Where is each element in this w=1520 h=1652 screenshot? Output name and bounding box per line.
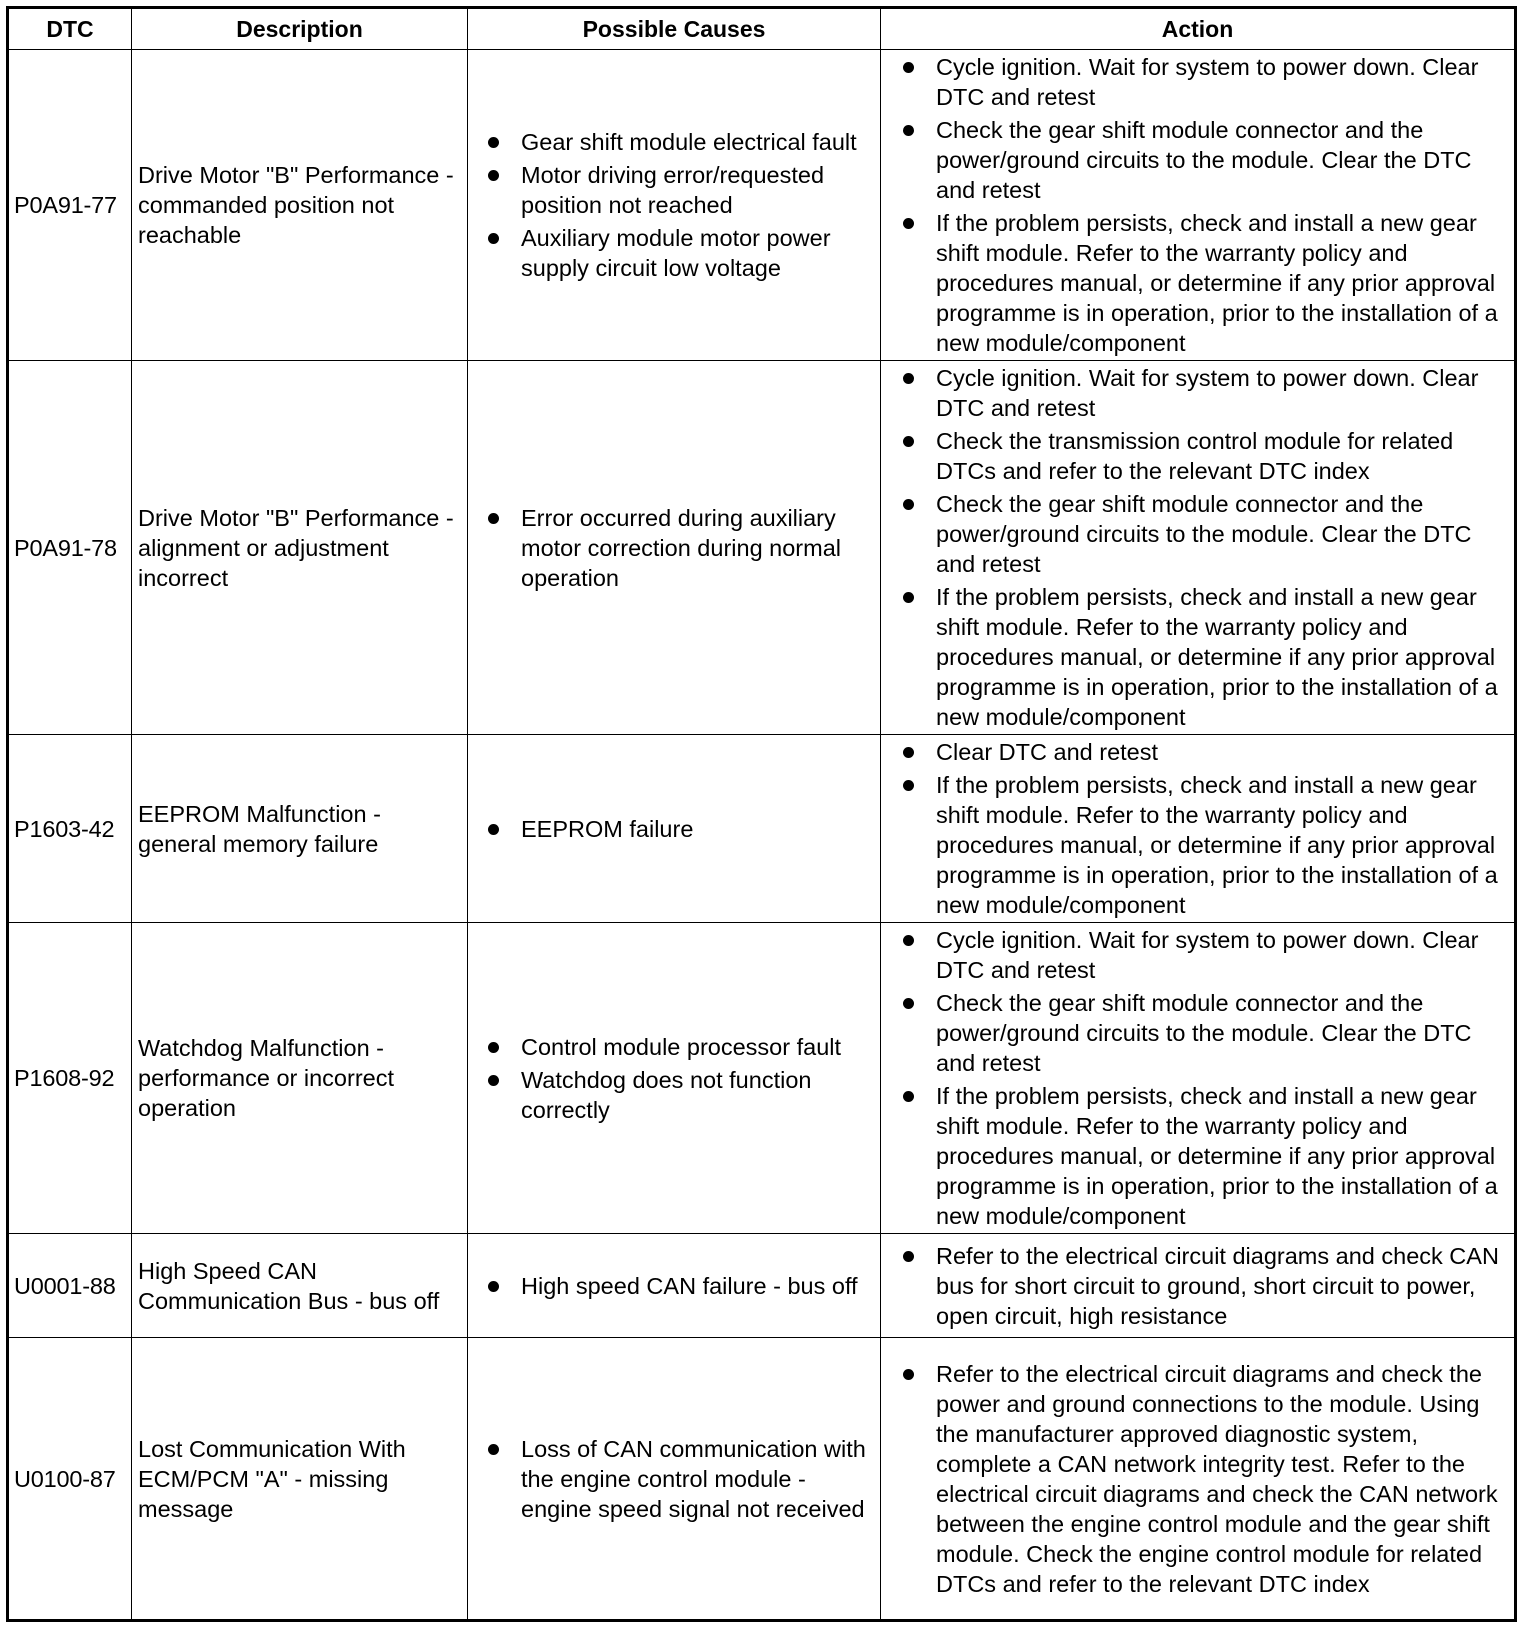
possible-causes [468, 50, 881, 361]
action-item: If the problem persists, check and install a new gear shift module. Refer to the warranty policy and procedures manual, or determine if any prior approval programme is in operation, prior to the installation of a new module/component [903, 208, 1504, 358]
bullet-icon [488, 513, 499, 524]
bullet-icon [488, 824, 499, 835]
possible-causes [468, 923, 881, 1234]
action-item: Check the gear shift module connector and the power/ground circuits to the module. Clear the DTC and retest [903, 988, 1504, 1078]
bullet-icon [903, 592, 914, 603]
cause-item: Gear shift module electrical fault [488, 127, 872, 157]
dtc-code: U0001-88 [8, 1234, 132, 1338]
action-item: Cycle ignition. Wait for system to power down. Clear DTC and retest [903, 925, 1504, 985]
table-row [8, 1234, 1516, 1338]
header-description: Description [132, 8, 468, 50]
cause-item: Loss of CAN communication with the engine control module - engine speed signal not received [488, 1434, 872, 1524]
dtc-code: U0100-87 [8, 1338, 132, 1621]
dtc-code: P0A91-78 [8, 361, 132, 735]
actions [881, 735, 1516, 923]
header-dtc: DTC [8, 8, 132, 50]
table-row [8, 923, 1516, 1234]
bullet-icon [903, 436, 914, 447]
action-item: Check the gear shift module connector and the power/ground circuits to the module. Clear the DTC and retest [903, 115, 1504, 205]
dtc-code: P0A91-77 [8, 50, 132, 361]
bullet-icon [488, 1042, 499, 1053]
bullet-icon [903, 218, 914, 229]
action-item: Check the transmission control module for related DTCs and refer to the relevant DTC index [903, 426, 1504, 486]
cause-item: Auxiliary module motor power supply circuit low voltage [488, 223, 872, 283]
header-possible-causes: Possible Causes [468, 8, 881, 50]
dtc-description: Watchdog Malfunction - performance or incorrect operation [132, 923, 468, 1234]
bullet-icon [903, 125, 914, 136]
action-item: Cycle ignition. Wait for system to power down. Clear DTC and retest [903, 363, 1504, 423]
bullet-icon [903, 499, 914, 510]
action-item: Refer to the electrical circuit diagrams and check the power and ground connections to the module. Using the manufacturer approved diagnostic system, complete a CAN network integrity test. Refer to the electrical circuit diagrams and check the CAN network between the engine control module and the gear shift module. Check the engine control module for related DTCs and refer to the relevant DTC index [903, 1359, 1504, 1599]
possible-causes [468, 361, 881, 735]
actions [881, 923, 1516, 1234]
actions [881, 361, 1516, 735]
table-row [8, 735, 1516, 923]
table-row [8, 361, 1516, 735]
bullet-icon [903, 1369, 914, 1380]
bullet-icon [903, 1251, 914, 1262]
possible-causes [468, 1338, 881, 1621]
dtc-table [6, 6, 1517, 1622]
dtc-description: High Speed CAN Communication Bus - bus off [132, 1234, 468, 1338]
action-item: Check the gear shift module connector and the power/ground circuits to the module. Clear the DTC and retest [903, 489, 1504, 579]
bullet-icon [488, 1444, 499, 1455]
bullet-icon [903, 62, 914, 73]
actions [881, 50, 1516, 361]
bullet-icon [903, 935, 914, 946]
dtc-description: EEPROM Malfunction - general memory failure [132, 735, 468, 923]
cause-item: Watchdog does not function correctly [488, 1065, 872, 1125]
action-item: Clear DTC and retest [903, 737, 1504, 767]
table-row [8, 50, 1516, 361]
possible-causes [468, 1234, 881, 1338]
dtc-description: Lost Communication With ECM/PCM "A" - missing message [132, 1338, 468, 1621]
bullet-icon [488, 137, 499, 148]
header-action: Action [881, 8, 1516, 50]
dtc-description: Drive Motor "B" Performance - commanded position not reachable [132, 50, 468, 361]
bullet-icon [488, 170, 499, 181]
bullet-icon [903, 373, 914, 384]
action-item: If the problem persists, check and install a new gear shift module. Refer to the warranty policy and procedures manual, or determine if any prior approval programme is in operation, prior to the installation of a new module/component [903, 582, 1504, 732]
bullet-icon [903, 1091, 914, 1102]
cause-item: EEPROM failure [488, 814, 872, 844]
bullet-icon [488, 1281, 499, 1292]
action-item: If the problem persists, check and install a new gear shift module. Refer to the warranty policy and procedures manual, or determine if any prior approval programme is in operation, prior to the installation of a new module/component [903, 1081, 1504, 1231]
bullet-icon [903, 998, 914, 1009]
actions [881, 1338, 1516, 1621]
bullet-icon [488, 1075, 499, 1086]
action-item: If the problem persists, check and install a new gear shift module. Refer to the warranty policy and procedures manual, or determine if any prior approval programme is in operation, prior to the installation of a new module/component [903, 770, 1504, 920]
dtc-description: Drive Motor "B" Performance - alignment or adjustment incorrect [132, 361, 468, 735]
bullet-icon [488, 233, 499, 244]
bullet-icon [903, 747, 914, 758]
action-item: Cycle ignition. Wait for system to power down. Clear DTC and retest [903, 52, 1504, 112]
table-row [8, 1338, 1516, 1621]
possible-causes [468, 735, 881, 923]
actions [881, 1234, 1516, 1338]
dtc-code: P1603-42 [8, 735, 132, 923]
dtc-code: P1608-92 [8, 923, 132, 1234]
bullet-icon [903, 780, 914, 791]
cause-item: Control module processor fault [488, 1032, 872, 1062]
cause-item: High speed CAN failure - bus off [488, 1271, 872, 1301]
cause-item: Motor driving error/requested position not reached [488, 160, 872, 220]
action-item: Refer to the electrical circuit diagrams and check CAN bus for short circuit to ground, short circuit to power, open circuit, high resistance [903, 1241, 1504, 1331]
cause-item: Error occurred during auxiliary motor correction during normal operation [488, 503, 872, 593]
header-row [8, 8, 1516, 50]
